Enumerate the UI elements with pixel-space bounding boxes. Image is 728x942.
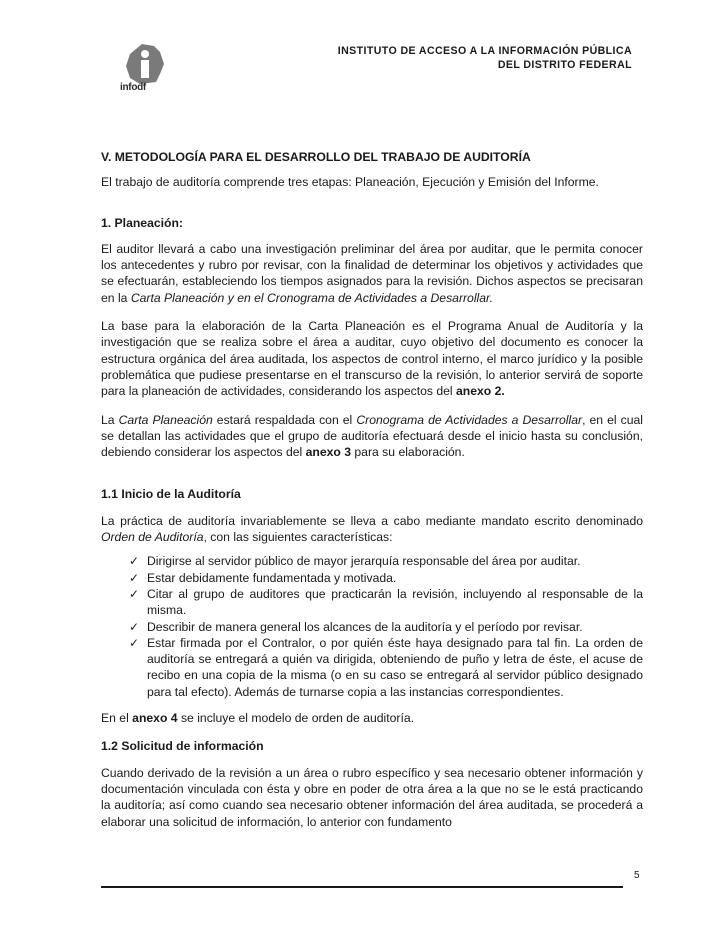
document-body (101, 149, 643, 830)
intro-paragraph: El trabajo de auditoría comprende tres etapas: Planeación, Ejecución y Emisión del Informe. (101, 175, 599, 190)
text-run-bold: anexo 3 (305, 445, 352, 460)
list-item (129, 586, 643, 619)
inicio-heading: 1.1 Inicio de la Auditoría (101, 487, 241, 502)
text-run-bold: anexo 2. (456, 384, 505, 399)
list-item (129, 553, 643, 569)
text-run: estará respaldada con el (212, 412, 357, 427)
inicio-paragraph-1 (101, 513, 643, 546)
text-run: , en el cual se detallan las actividades que el grupo de auditoría efectuará desde el inicio hasta su conclusión, debiendo considerar los aspectos del (101, 412, 643, 460)
list-item-text: Estar debidamente fundamentada y motivada. (147, 570, 397, 585)
list-item (129, 570, 643, 586)
solicitud-heading: 1.2 Solicitud de información (101, 739, 264, 754)
text-run: para su elaboración. (351, 445, 465, 460)
text-run: La práctica de auditoría invariablemente se lleva a cabo mediante mandato escrito denominado (101, 513, 643, 528)
planeacion-heading: 1. Planeación: (101, 215, 183, 230)
section-title: V. METODOLOGÍA PARA EL DESARROLLO DEL TRABAJO DE AUDITORÍA (101, 150, 531, 164)
checkmark-icon: ✓ (129, 554, 140, 569)
text-run-italic: Orden de Auditoría (101, 530, 204, 545)
header-line-1: INSTITUTO DE ACCESO A LA INFORMACIÓN PÚBLICA (337, 45, 632, 57)
text-run-italic: Carta Planeación y en el Cronograma de Actividades a Desarrollar. (130, 290, 494, 305)
infodf-logo (120, 42, 176, 104)
list-item-text: Describir de manera general los alcances de la auditoría y el período por revisar. (147, 619, 583, 634)
list-item (129, 619, 643, 635)
text-run-bold: anexo 4 (132, 711, 178, 726)
logo-text: infodf (120, 82, 146, 93)
logo-shape-icon (120, 42, 176, 86)
header-line-2: DEL DISTRITO FEDERAL (497, 59, 632, 71)
text-run-italic: Cronograma de Actividades a Desarrollar (356, 412, 583, 427)
checkmark-icon: ✓ (129, 635, 140, 650)
checkmark-icon: ✓ (129, 619, 140, 634)
checkmark-icon: ✓ (129, 570, 140, 585)
text-run: El auditor llevará a cabo una investigación preliminar del área por auditar, que le permita conocer los antecedentes y rubro por revisar, con la finalidad de determinar los objetivos y actividades que se efectuarán, estableciendo los tiempos asignados para la revisión. Dichos aspectos se precisaran en la (101, 241, 643, 305)
planeacion-paragraph-2 (101, 318, 643, 399)
characteristics-list (101, 553, 643, 700)
text-run: La base para la elaboración de la Carta Planeación es el Programa Anual de Auditoría y la investigación que se realiza sobre el área a auditar, cuyo objetivo del documento es conocer la estructura orgánica del área auditada, los aspectos de control interno, el marco jurídico y la posible problemática que pudiese presentarse en el transcurso de la revisión, lo anterior servirá de soporte para la planeación de actividades, considerando los aspectos del (101, 319, 643, 399)
list-item-text: Estar firmada por el Contralor, o por quién éste haya designado para tal fin. La orden de auditoría se entregará a quién va dirigida, obteniendo de puño y letra de éste, el acuse de recibo en una copia de la misma (o en su caso se entregará al servidor público designado para tal efecto). Además de turnarse copia a las instancias correspondientes. (147, 635, 643, 699)
text-run: En el (101, 711, 133, 726)
planeacion-paragraph-1 (101, 241, 643, 306)
list-item (129, 635, 643, 700)
institution-header (300, 44, 632, 72)
footer-divider (101, 886, 623, 888)
text-run: La (101, 412, 119, 427)
text-run: , con las siguientes características: (203, 530, 393, 545)
planeacion-paragraph-3 (101, 412, 643, 461)
list-item-text: Citar al grupo de auditores que practicarán la revisión, incluyendo al responsable de la misma. (147, 586, 643, 618)
text-run: se incluye el modelo de orden de auditoría. (177, 711, 415, 726)
list-item-text: Dirigirse al servidor público de mayor jerarquía responsable del área por auditar. (147, 554, 581, 569)
inicio-paragraph-2 (101, 710, 643, 726)
text-run-italic: Carta Planeación (118, 412, 213, 427)
page-number: 5 (634, 870, 640, 881)
solicitud-paragraph-1: Cuando derivado de la revisión a un área o rubro específico y sea necesario obtener información y documentación vinculada con ésta y obre en poder de otra área a la que no se le está practicando la auditoría; así como cuando sea necesario obtener información del área auditada, se procederá a elaborar una solicitud de información, lo anterior con fundamento (101, 765, 643, 829)
checkmark-icon: ✓ (129, 586, 140, 601)
